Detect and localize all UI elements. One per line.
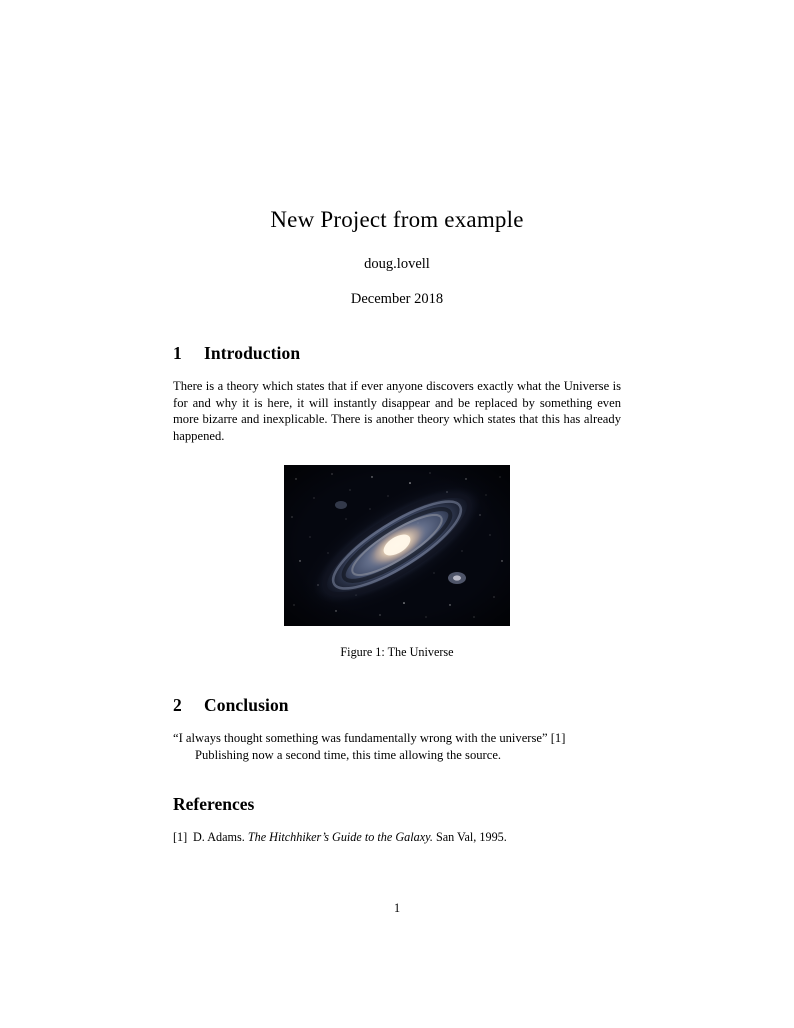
introduction-paragraph: There is a theory which states that if ever anyone discovers exactly what the Universe is for and why it is here, it will instantly disappear and be replaced by something even more bizarre and inexplicable. There is another theory which states that this has already happened. xyxy=(173,379,621,443)
reference-entry xyxy=(173,830,621,846)
reference-title: The Hitchhiker’s Guide to the Galaxy. xyxy=(247,829,433,844)
reference-author: D. Adams. xyxy=(193,829,245,844)
section-number: 2 xyxy=(173,694,182,715)
quote-line-1: “I always thought something was fundamentally wrong with the universe” [1] xyxy=(173,731,566,746)
quote-line-2: Publishing now a second time, this time allowing the source. xyxy=(195,748,502,763)
document-date: December 2018 xyxy=(350,290,444,307)
conclusion-quote xyxy=(173,730,621,764)
reference-text xyxy=(193,830,507,846)
document-author: doug.lovell xyxy=(364,255,430,272)
galaxy-image-svg xyxy=(284,465,510,626)
section-number: 1 xyxy=(173,342,182,363)
page-title: New Project from example xyxy=(270,207,524,232)
section-title: Conclusion xyxy=(204,694,289,715)
references-heading: References xyxy=(173,794,255,815)
section-heading-conclusion xyxy=(173,695,621,716)
galaxy-photograph xyxy=(284,465,510,626)
reference-publisher: San Val, 1995. xyxy=(435,829,507,844)
section-heading-introduction xyxy=(173,343,621,364)
section-title: Introduction xyxy=(204,342,301,363)
reference-label: [1] xyxy=(173,829,188,844)
figure-block xyxy=(173,465,621,660)
document-content xyxy=(173,0,621,845)
page-number: 1 xyxy=(393,901,401,915)
figure-caption: Figure 1: The Universe xyxy=(340,644,454,659)
